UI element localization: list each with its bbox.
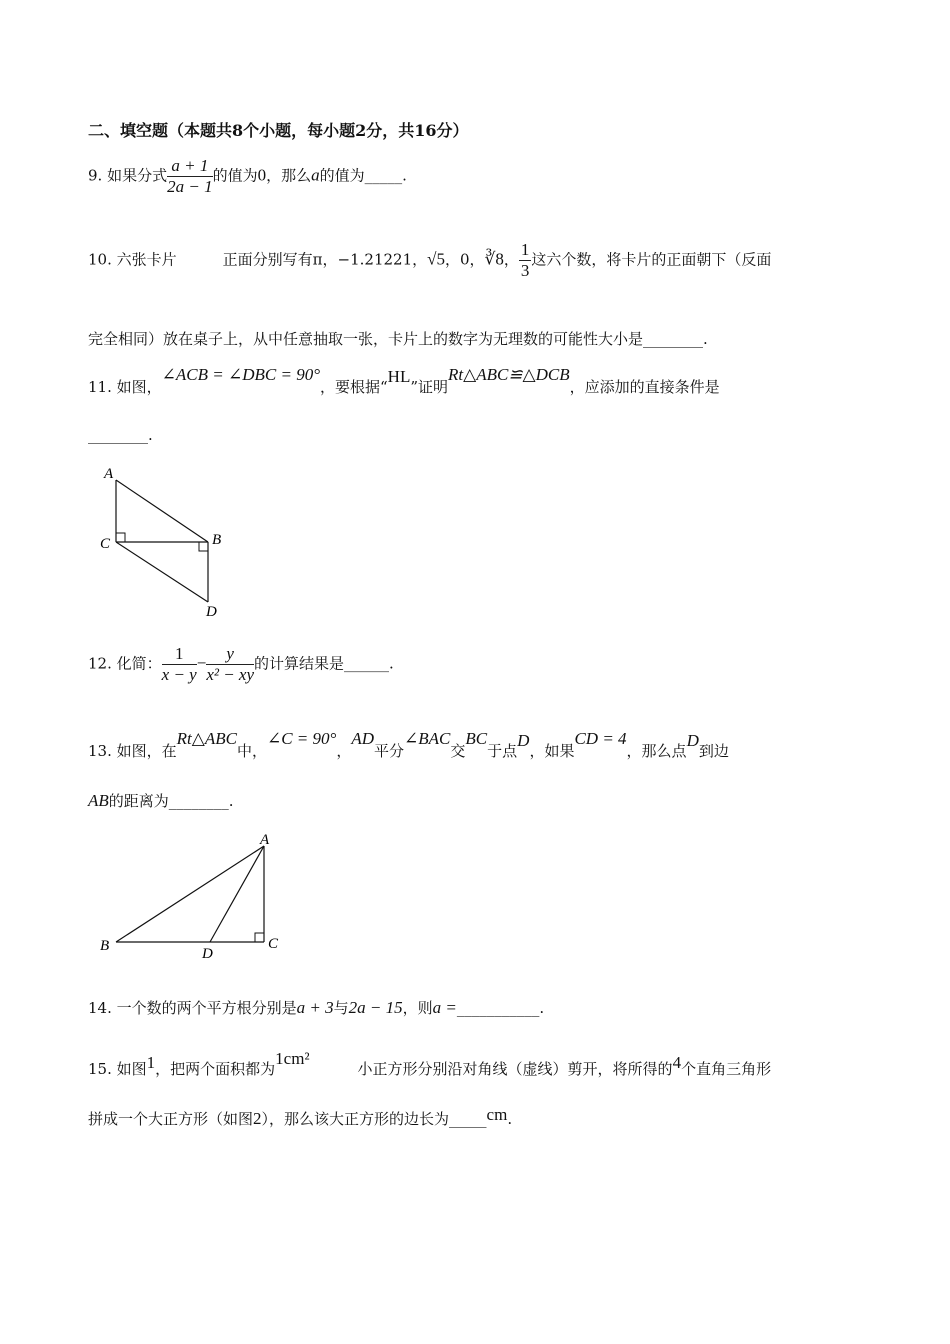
- q10-frac-den: 3: [520, 261, 530, 280]
- q10-mid: 正面分别写有π，−1.21221，: [222, 250, 428, 269]
- q13-t7: ，那么点: [626, 742, 687, 760]
- q13-line2: [88, 790, 234, 811]
- q13-t6: ，如果: [529, 742, 575, 760]
- q11-label-c: C: [100, 536, 111, 552]
- q14-suffix: ___________.: [456, 999, 545, 1017]
- q9-number: 9.: [88, 166, 103, 185]
- q9-zero: 0: [257, 165, 267, 185]
- q9-mid2: ，那么: [266, 166, 312, 185]
- q11-figure: [90, 460, 240, 620]
- q13-label-b: B: [100, 938, 110, 954]
- q11-congruence: Rt△ABC≌△DCB: [448, 365, 570, 384]
- q12-prefix: 化简：: [116, 654, 162, 673]
- q13-t2: ，: [336, 742, 352, 760]
- q12-f1-num: 1: [162, 644, 197, 665]
- q15-t1: ，把两个面积都为: [155, 1060, 276, 1078]
- q11-angles: ∠ACB = ∠DBC = 90°: [161, 365, 320, 384]
- q15-four: 4: [672, 1053, 682, 1072]
- q13-t3: 平分: [374, 742, 405, 760]
- q10-comma0: ，0，: [444, 250, 485, 269]
- q13-figure: [92, 826, 292, 966]
- q12-number: 12.: [88, 654, 112, 673]
- q14-number: 14.: [88, 999, 112, 1017]
- q14-prefix: 一个数的两个平方根分别是: [116, 999, 297, 1017]
- q13-line-ba: [116, 846, 264, 942]
- q11-number: 11.: [88, 378, 112, 396]
- q15-line2: [88, 1105, 513, 1129]
- q13-ad: AD: [351, 729, 375, 748]
- q12-fraction-2: [206, 644, 254, 685]
- q13-label-a: A: [260, 832, 270, 848]
- q15-t2: 小正方形分别沿对角线（虚线）剪开，将所得的: [357, 1060, 673, 1078]
- q13-line-ad: [210, 846, 264, 942]
- q12-fraction-1: [162, 644, 197, 685]
- q15-area: 1cm²: [275, 1049, 310, 1068]
- q13-right-angle-c: [255, 933, 264, 942]
- q11-label-d: D: [206, 604, 217, 620]
- q10-comma: ，: [503, 250, 519, 269]
- q12-f1-den: x − y: [161, 665, 197, 684]
- q14-t2: ，则: [402, 999, 433, 1017]
- q15-fig1: 1: [146, 1053, 156, 1072]
- q12-minus: −: [196, 653, 207, 673]
- q13-bc: BC: [465, 729, 488, 748]
- q9-var: a: [311, 165, 320, 185]
- q10-suffix: 这六个数，将卡片的正面朝下（反面: [531, 250, 772, 269]
- q11-mid1: ，要根据“: [320, 378, 388, 396]
- q13-ab: AB: [88, 791, 109, 810]
- q9-suffix: 的值为_____.: [319, 166, 407, 185]
- q11-label-a: A: [104, 466, 114, 482]
- q9-frac-num: a + 1: [167, 156, 212, 177]
- q14-e1: a + 3: [296, 998, 334, 1017]
- q9-fraction: [167, 156, 212, 197]
- q12-suffix: 的计算结果是______.: [254, 654, 394, 673]
- q14-t1: 与: [333, 999, 349, 1017]
- q15-fig2: 2: [253, 1109, 262, 1128]
- q15-unit: cm: [486, 1105, 508, 1124]
- question-14: [88, 997, 544, 1018]
- q13-label-c: C: [268, 936, 279, 952]
- q10-line2: 完全相同）放在桌子上，从中任意抽取一张，卡片上的数字为无理数的可能性大小是________.: [88, 330, 708, 348]
- q15-number: 15.: [88, 1060, 112, 1078]
- question-13: [88, 729, 729, 761]
- q11-line-cd: [116, 542, 208, 602]
- q13-prefix: 如图，在: [116, 742, 177, 760]
- q13-number: 13.: [88, 742, 112, 760]
- q9-mid1: 的值为: [212, 166, 258, 185]
- q15-prefix: 如图: [116, 1060, 147, 1078]
- q11-line2: ________.: [88, 426, 153, 444]
- question-12: [88, 644, 394, 685]
- q15-end: .: [507, 1110, 513, 1128]
- section-heading: 二、填空题（本题共8个小题，每小题2分，共16分）: [88, 121, 469, 140]
- q9-frac-den: 2a − 1: [167, 177, 213, 196]
- question-9: [88, 156, 407, 197]
- q11-right-angle-b: [199, 542, 208, 551]
- q11-line-ab: [116, 480, 208, 542]
- q14-e2: 2a − 15: [348, 998, 403, 1017]
- question-11: [88, 365, 720, 397]
- q10-cbrt8: ∛8: [484, 249, 504, 269]
- q13-t4: 交: [450, 742, 466, 760]
- q13-tri: Rt△ABC: [176, 729, 237, 748]
- q11-suffix: ，应添加的直接条件是: [569, 378, 720, 396]
- q13-d2: D: [686, 731, 699, 750]
- q11-hl: HL: [387, 367, 411, 386]
- q13-t8: 到边: [698, 742, 729, 760]
- q14-e3: a =: [432, 998, 457, 1017]
- q13-bac: ∠BAC: [404, 729, 451, 748]
- q13-angle: ∠C = 90°: [266, 729, 337, 748]
- q12-f2-num: y: [206, 644, 254, 665]
- q10-frac-num: 1: [520, 240, 530, 259]
- q13-cd: CD = 4: [574, 729, 627, 748]
- q10-fraction: [519, 240, 532, 281]
- q9-prefix: 如果分式: [107, 166, 168, 185]
- q11-mid2: ”证明: [410, 378, 449, 396]
- question-15: [88, 1049, 772, 1079]
- q10-number: 10.: [88, 250, 112, 269]
- q10-prefix: 六张卡片: [116, 250, 177, 269]
- q11-prefix: 如图，: [116, 378, 162, 396]
- q13-label-d: D: [202, 946, 213, 962]
- q13-t1: 中，: [236, 742, 267, 760]
- question-10: [88, 240, 771, 281]
- q13-d: D: [517, 731, 530, 750]
- q13-t5: 于点: [487, 742, 518, 760]
- q11-right-angle-c: [116, 533, 125, 542]
- q15-line2b: ），那么该大正方形的边长为_____: [261, 1110, 487, 1128]
- q15-line2a: 拼成一个大正方形（如图: [88, 1110, 254, 1128]
- q15-t3: 个直角三角形: [681, 1060, 772, 1078]
- q12-f2-den: x² − xy: [206, 665, 255, 684]
- q11-label-b: B: [212, 532, 222, 548]
- q10-sqrt5: √5: [427, 249, 445, 269]
- q13-line2-text: 的距离为________.: [108, 792, 234, 810]
